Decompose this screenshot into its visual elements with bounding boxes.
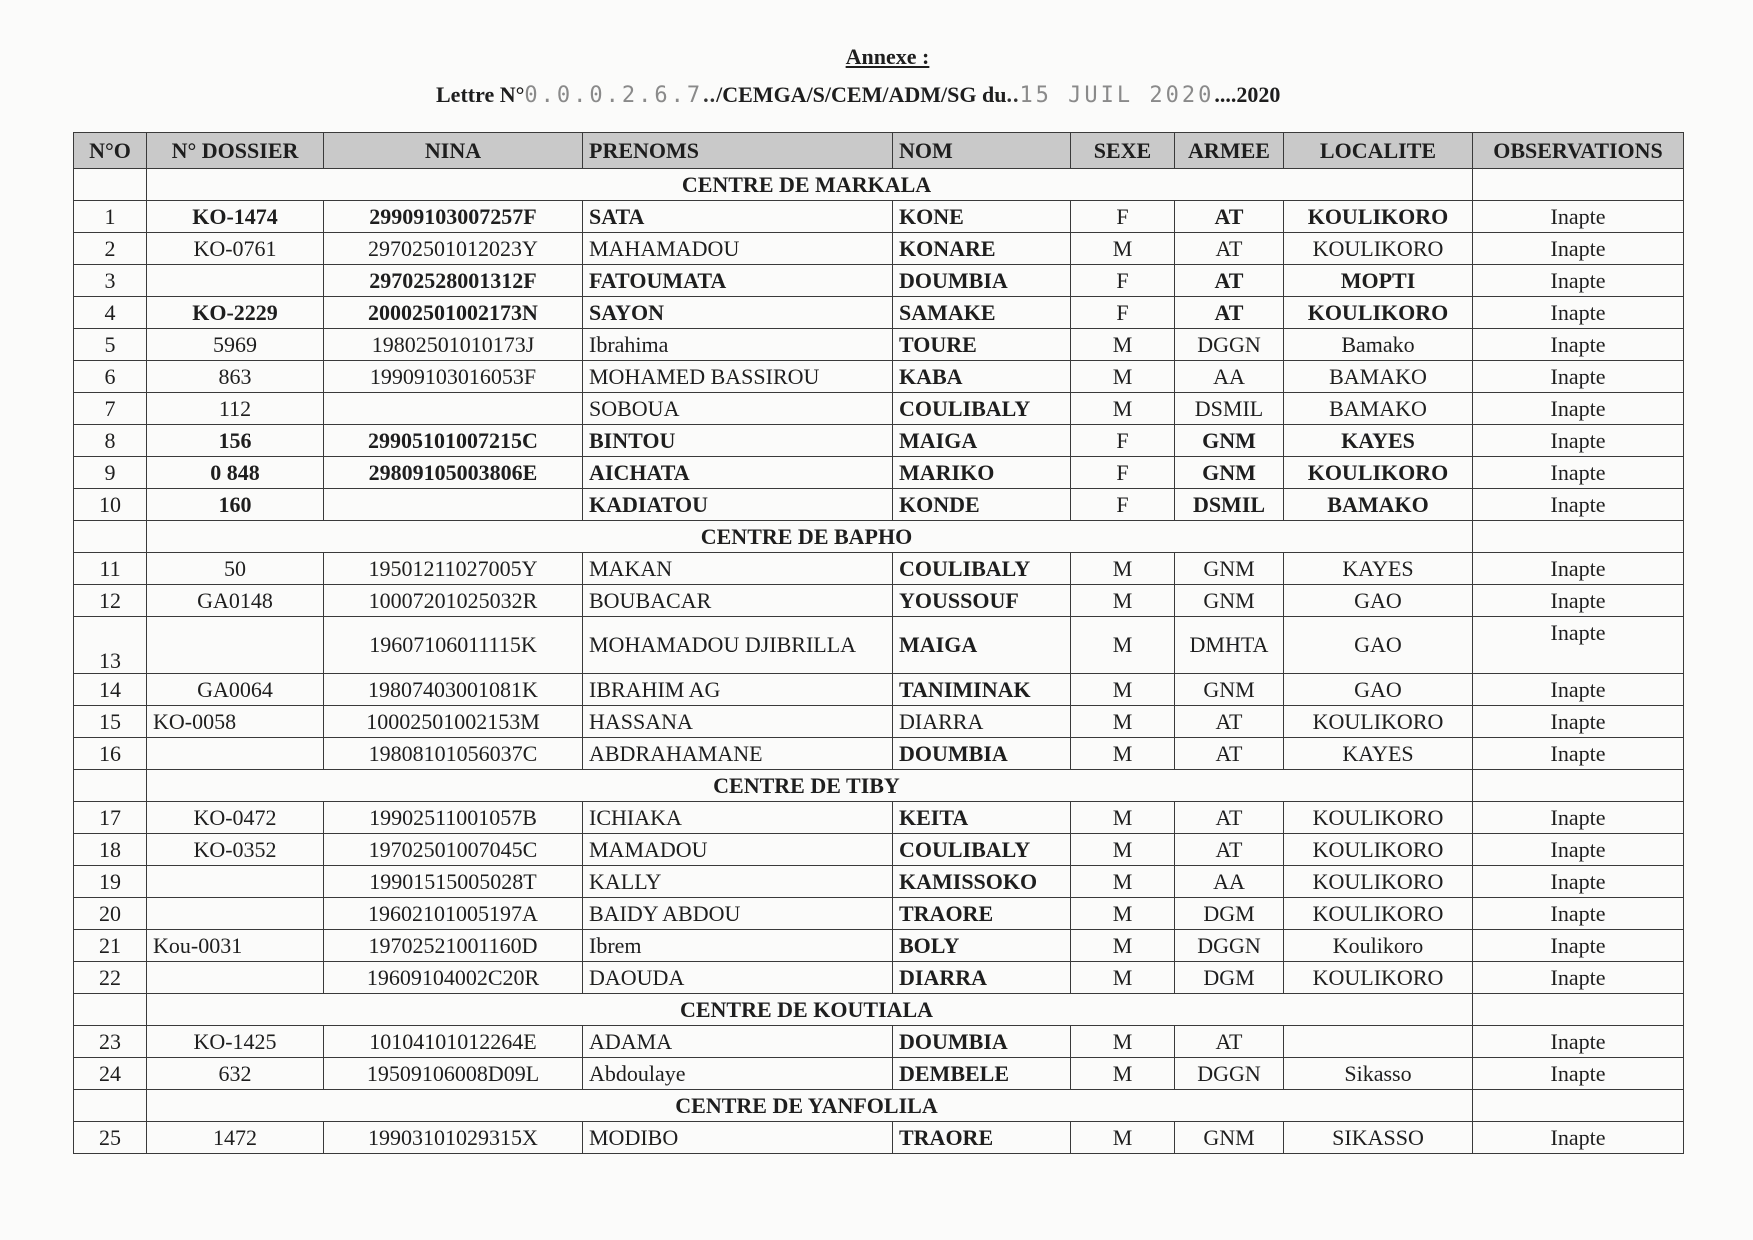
cell-observations: Inapte xyxy=(1473,457,1684,489)
section-num-cell xyxy=(74,169,147,201)
cell-nom: MARIKO xyxy=(893,457,1071,489)
cell-dossier xyxy=(147,898,324,930)
section-obs-cell xyxy=(1473,770,1684,802)
cell-localite: MOPTI xyxy=(1284,265,1473,297)
table-row xyxy=(74,1058,1684,1090)
cell-dossier: KO-0761 xyxy=(147,233,324,265)
cell-num: 16 xyxy=(74,738,147,770)
cell-localite: BAMAKO xyxy=(1284,361,1473,393)
cell-observations: Inapte xyxy=(1473,898,1684,930)
table-row xyxy=(74,233,1684,265)
cell-armee: AA xyxy=(1175,361,1284,393)
table-row xyxy=(74,1026,1684,1058)
cell-observations: Inapte xyxy=(1473,553,1684,585)
section-obs-cell xyxy=(1473,169,1684,201)
cell-dossier xyxy=(147,738,324,770)
table-row xyxy=(74,425,1684,457)
cell-nina: 19807403001081K xyxy=(324,674,583,706)
cell-observations: Inapte xyxy=(1473,425,1684,457)
cell-sexe: F xyxy=(1071,489,1175,521)
cell-nom: KONDE xyxy=(893,489,1071,521)
cell-num: 5 xyxy=(74,329,147,361)
cell-dossier: 50 xyxy=(147,553,324,585)
cell-prenoms: BINTOU xyxy=(583,425,893,457)
table-row xyxy=(74,802,1684,834)
cell-prenoms: HASSANA xyxy=(583,706,893,738)
cell-num: 20 xyxy=(74,898,147,930)
cell-nina: 19903101029315X xyxy=(324,1122,583,1154)
cell-armee: AT xyxy=(1175,233,1284,265)
cell-prenoms: BAIDY ABDOU xyxy=(583,898,893,930)
cell-localite: KAYES xyxy=(1284,553,1473,585)
col-header-observations: OBSERVATIONS xyxy=(1473,133,1684,169)
cell-nina: 10002501002153M xyxy=(324,706,583,738)
letter-dots: .. xyxy=(703,82,717,107)
cell-num: 19 xyxy=(74,866,147,898)
cell-dossier: KO-2229 xyxy=(147,297,324,329)
cell-armee: DGGN xyxy=(1175,329,1284,361)
letter-year: ....2020 xyxy=(1214,82,1281,107)
cell-nina: 10007201025032R xyxy=(324,585,583,617)
cell-observations: Inapte xyxy=(1473,674,1684,706)
cell-localite: BAMAKO xyxy=(1284,393,1473,425)
cell-num: 23 xyxy=(74,1026,147,1058)
section-row xyxy=(74,1090,1684,1122)
cell-nom: COULIBALY xyxy=(893,834,1071,866)
cell-sexe: F xyxy=(1071,457,1175,489)
cell-nina: 19602101005197A xyxy=(324,898,583,930)
cell-localite: KOULIKORO xyxy=(1284,802,1473,834)
cell-nom: MAIGA xyxy=(893,617,1071,674)
cell-prenoms: MOHAMED BASSIROU xyxy=(583,361,893,393)
col-header-armee: ARMEE xyxy=(1175,133,1284,169)
cell-nina: 19501211027005Y xyxy=(324,553,583,585)
cell-num: 24 xyxy=(74,1058,147,1090)
cell-localite: KAYES xyxy=(1284,738,1473,770)
cell-localite: GAO xyxy=(1284,674,1473,706)
cell-localite: KOULIKORO xyxy=(1284,297,1473,329)
cell-prenoms: MOHAMADOU DJIBRILLA xyxy=(583,617,893,674)
cell-observations: Inapte xyxy=(1473,617,1684,674)
section-row xyxy=(74,521,1684,553)
cell-prenoms: DAOUDA xyxy=(583,962,893,994)
cell-localite: KOULIKORO xyxy=(1284,834,1473,866)
cell-prenoms: Ibrahima xyxy=(583,329,893,361)
cell-dossier: 1472 xyxy=(147,1122,324,1154)
section-title: CENTRE DE KOUTIALA xyxy=(147,994,1473,1026)
cell-num: 13 xyxy=(74,617,147,674)
cell-prenoms: MAMADOU xyxy=(583,834,893,866)
cell-dossier: KO-0352 xyxy=(147,834,324,866)
cell-dossier: GA0148 xyxy=(147,585,324,617)
cell-nina: 29809105003806E xyxy=(324,457,583,489)
cell-nom: TRAORE xyxy=(893,1122,1071,1154)
table-row xyxy=(74,297,1684,329)
cell-localite: GAO xyxy=(1284,617,1473,674)
col-header-num: N°O xyxy=(74,133,147,169)
table-row xyxy=(74,361,1684,393)
cell-num: 22 xyxy=(74,962,147,994)
cell-prenoms: MODIBO xyxy=(583,1122,893,1154)
cell-prenoms: SATA xyxy=(583,201,893,233)
cell-observations: Inapte xyxy=(1473,1058,1684,1090)
table-row xyxy=(74,866,1684,898)
cell-observations: Inapte xyxy=(1473,265,1684,297)
cell-sexe: M xyxy=(1071,834,1175,866)
cell-nom: SAMAKE xyxy=(893,297,1071,329)
cell-nina: 19509106008D09L xyxy=(324,1058,583,1090)
table-row xyxy=(74,393,1684,425)
table-row xyxy=(74,834,1684,866)
cell-localite: Koulikoro xyxy=(1284,930,1473,962)
cell-nina: 10104101012264E xyxy=(324,1026,583,1058)
cell-observations: Inapte xyxy=(1473,585,1684,617)
cell-prenoms: MAHAMADOU xyxy=(583,233,893,265)
cell-num: 14 xyxy=(74,674,147,706)
cell-sexe: M xyxy=(1071,738,1175,770)
cell-nina xyxy=(324,489,583,521)
cell-nina: 19901515005028T xyxy=(324,866,583,898)
cell-num: 2 xyxy=(74,233,147,265)
cell-nom: DIARRA xyxy=(893,706,1071,738)
section-num-cell xyxy=(74,994,147,1026)
cell-sexe: M xyxy=(1071,1122,1175,1154)
cell-num: 4 xyxy=(74,297,147,329)
cell-nom: KABA xyxy=(893,361,1071,393)
cell-nom: DOUMBIA xyxy=(893,265,1071,297)
section-num-cell xyxy=(74,770,147,802)
cell-armee: AT xyxy=(1175,834,1284,866)
cell-dossier: 632 xyxy=(147,1058,324,1090)
cell-localite: GAO xyxy=(1284,585,1473,617)
cell-prenoms: AICHATA xyxy=(583,457,893,489)
cell-num: 9 xyxy=(74,457,147,489)
table-row xyxy=(74,674,1684,706)
cell-sexe: M xyxy=(1071,233,1175,265)
col-header-nom: NOM xyxy=(893,133,1071,169)
cell-armee: GNM xyxy=(1175,1122,1284,1154)
table-row xyxy=(74,706,1684,738)
cell-localite: KOULIKORO xyxy=(1284,233,1473,265)
cell-dossier xyxy=(147,866,324,898)
table-row xyxy=(74,489,1684,521)
cell-prenoms: ABDRAHAMANE xyxy=(583,738,893,770)
col-header-dossier: N° DOSSIER xyxy=(147,133,324,169)
cell-nina: 19607106011115K xyxy=(324,617,583,674)
cell-num: 10 xyxy=(74,489,147,521)
table-row xyxy=(74,738,1684,770)
cell-observations: Inapte xyxy=(1473,706,1684,738)
cell-sexe: F xyxy=(1071,425,1175,457)
section-row xyxy=(74,770,1684,802)
cell-armee: AT xyxy=(1175,297,1284,329)
cell-observations: Inapte xyxy=(1473,233,1684,265)
table-header-row xyxy=(74,133,1684,169)
cell-num: 15 xyxy=(74,706,147,738)
cell-sexe: M xyxy=(1071,802,1175,834)
cell-dossier: 156 xyxy=(147,425,324,457)
cell-num: 3 xyxy=(74,265,147,297)
table-row xyxy=(74,265,1684,297)
cell-localite: KOULIKORO xyxy=(1284,201,1473,233)
cell-dossier xyxy=(147,617,324,674)
cell-num: 17 xyxy=(74,802,147,834)
cell-sexe: F xyxy=(1071,201,1175,233)
table-row xyxy=(74,457,1684,489)
cell-dossier: KO-1425 xyxy=(147,1026,324,1058)
section-obs-cell xyxy=(1473,994,1684,1026)
cell-nom: KAMISSOKO xyxy=(893,866,1071,898)
cell-dossier: KO-0058 xyxy=(147,706,324,738)
table-row xyxy=(74,553,1684,585)
cell-observations: Inapte xyxy=(1473,738,1684,770)
cell-dossier xyxy=(147,265,324,297)
cell-sexe: F xyxy=(1071,265,1175,297)
cell-sexe: M xyxy=(1071,585,1175,617)
cell-nom: COULIBALY xyxy=(893,393,1071,425)
letter-prefix: Lettre N° xyxy=(436,82,525,107)
section-row xyxy=(74,169,1684,201)
cell-sexe: M xyxy=(1071,1026,1175,1058)
table-row xyxy=(74,201,1684,233)
letter-number-stamp: 0.0.0.2.6.7 xyxy=(524,83,704,108)
cell-prenoms: KADIATOU xyxy=(583,489,893,521)
cell-nom: TRAORE xyxy=(893,898,1071,930)
cell-dossier: 160 xyxy=(147,489,324,521)
cell-nom: YOUSSOUF xyxy=(893,585,1071,617)
cell-dossier xyxy=(147,962,324,994)
table-row xyxy=(74,930,1684,962)
cell-sexe: M xyxy=(1071,329,1175,361)
cell-nina: 19808101056037C xyxy=(324,738,583,770)
letter-date-stamp: 15 JUIL 2020 xyxy=(1019,83,1215,108)
cell-localite: KOULIKORO xyxy=(1284,962,1473,994)
cell-num: 25 xyxy=(74,1122,147,1154)
letter-reference: Lettre N°0.0.0.2.6.7../CEMGA/S/CEM/ADM/SG du..15 JUIL 2020....2020 xyxy=(436,82,1281,108)
cell-nina: 19702521001160D xyxy=(324,930,583,962)
cell-sexe: M xyxy=(1071,706,1175,738)
cell-sexe: M xyxy=(1071,898,1175,930)
section-num-cell xyxy=(74,1090,147,1122)
cell-nom: BOLY xyxy=(893,930,1071,962)
cell-nina: 19609104002C20R xyxy=(324,962,583,994)
cell-armee: AT xyxy=(1175,706,1284,738)
cell-nom: KEITA xyxy=(893,802,1071,834)
cell-armee: GNM xyxy=(1175,425,1284,457)
cell-armee: DGM xyxy=(1175,898,1284,930)
section-row xyxy=(74,994,1684,1026)
col-header-localite: LOCALITE xyxy=(1284,133,1473,169)
cell-armee: AT xyxy=(1175,201,1284,233)
cell-nina: 29909103007257F xyxy=(324,201,583,233)
cell-prenoms: Abdoulaye xyxy=(583,1058,893,1090)
table-row xyxy=(74,1122,1684,1154)
table-row xyxy=(74,585,1684,617)
cell-prenoms: KALLY xyxy=(583,866,893,898)
cell-observations: Inapte xyxy=(1473,930,1684,962)
cell-prenoms: ADAMA xyxy=(583,1026,893,1058)
cell-nom: TOURE xyxy=(893,329,1071,361)
cell-nina: 20002501002173N xyxy=(324,297,583,329)
cell-armee: GNM xyxy=(1175,553,1284,585)
cell-armee: GNM xyxy=(1175,585,1284,617)
cell-sexe: M xyxy=(1071,361,1175,393)
annexe-heading xyxy=(0,44,1753,70)
cell-localite: KOULIKORO xyxy=(1284,866,1473,898)
col-header-prenoms: PRENOMS xyxy=(583,133,893,169)
cell-armee: DMHTA xyxy=(1175,617,1284,674)
cell-dossier: 5969 xyxy=(147,329,324,361)
cell-localite: BAMAKO xyxy=(1284,489,1473,521)
cell-observations: Inapte xyxy=(1473,201,1684,233)
cell-localite: KOULIKORO xyxy=(1284,706,1473,738)
cell-dossier: 0 848 xyxy=(147,457,324,489)
cell-observations: Inapte xyxy=(1473,834,1684,866)
cell-localite: KOULIKORO xyxy=(1284,898,1473,930)
cell-sexe: M xyxy=(1071,674,1175,706)
table-row xyxy=(74,898,1684,930)
cell-observations: Inapte xyxy=(1473,1026,1684,1058)
cell-armee: DSMIL xyxy=(1175,489,1284,521)
cell-observations: Inapte xyxy=(1473,489,1684,521)
section-obs-cell xyxy=(1473,521,1684,553)
cell-num: 1 xyxy=(74,201,147,233)
section-obs-cell xyxy=(1473,1090,1684,1122)
cell-armee: DGM xyxy=(1175,962,1284,994)
cell-prenoms: MAKAN xyxy=(583,553,893,585)
table-row xyxy=(74,329,1684,361)
cell-nina: 29905101007215C xyxy=(324,425,583,457)
cell-dossier: 112 xyxy=(147,393,324,425)
section-num-cell xyxy=(74,521,147,553)
annexe-title: Annexe : xyxy=(845,44,930,69)
col-header-sexe: SEXE xyxy=(1071,133,1175,169)
cell-sexe: M xyxy=(1071,553,1175,585)
cell-observations: Inapte xyxy=(1473,1122,1684,1154)
cell-dossier: 863 xyxy=(147,361,324,393)
col-header-nina: NINA xyxy=(324,133,583,169)
cell-localite: Sikasso xyxy=(1284,1058,1473,1090)
cell-localite: KOULIKORO xyxy=(1284,457,1473,489)
cell-dossier: GA0064 xyxy=(147,674,324,706)
cell-observations: Inapte xyxy=(1473,361,1684,393)
cell-sexe: M xyxy=(1071,962,1175,994)
cell-nina: 19902511001057B xyxy=(324,802,583,834)
cell-nom: KONE xyxy=(893,201,1071,233)
cell-observations: Inapte xyxy=(1473,393,1684,425)
cell-localite: Bamako xyxy=(1284,329,1473,361)
cell-nom: TANIMINAK xyxy=(893,674,1071,706)
cell-sexe: M xyxy=(1071,930,1175,962)
cell-prenoms: Ibrem xyxy=(583,930,893,962)
cell-observations: Inapte xyxy=(1473,962,1684,994)
cell-armee: AT xyxy=(1175,265,1284,297)
cell-num: 6 xyxy=(74,361,147,393)
cell-nina xyxy=(324,393,583,425)
cell-armee: DSMIL xyxy=(1175,393,1284,425)
cell-dossier: KO-1474 xyxy=(147,201,324,233)
cell-nom: KONARE xyxy=(893,233,1071,265)
cell-nom: DEMBELE xyxy=(893,1058,1071,1090)
cell-nom: MAIGA xyxy=(893,425,1071,457)
cell-prenoms: SAYON xyxy=(583,297,893,329)
cell-nom: DOUMBIA xyxy=(893,1026,1071,1058)
cell-localite: SIKASSO xyxy=(1284,1122,1473,1154)
cell-prenoms: FATOUMATA xyxy=(583,265,893,297)
cell-num: 18 xyxy=(74,834,147,866)
cell-localite: KAYES xyxy=(1284,425,1473,457)
cell-armee: AA xyxy=(1175,866,1284,898)
cell-num: 8 xyxy=(74,425,147,457)
cell-sexe: M xyxy=(1071,1058,1175,1090)
cell-dossier: Kou-0031 xyxy=(147,930,324,962)
cell-nom: DIARRA xyxy=(893,962,1071,994)
personnel-table xyxy=(73,132,1684,1154)
cell-sexe: M xyxy=(1071,393,1175,425)
cell-observations: Inapte xyxy=(1473,866,1684,898)
cell-observations: Inapte xyxy=(1473,802,1684,834)
cell-prenoms: BOUBACAR xyxy=(583,585,893,617)
cell-prenoms: IBRAHIM AG xyxy=(583,674,893,706)
cell-num: 21 xyxy=(74,930,147,962)
cell-sexe: F xyxy=(1071,297,1175,329)
section-title: CENTRE DE YANFOLILA xyxy=(147,1090,1473,1122)
cell-nina: 29702501012023Y xyxy=(324,233,583,265)
cell-armee: AT xyxy=(1175,1026,1284,1058)
cell-nina: 19909103016053F xyxy=(324,361,583,393)
cell-nina: 29702528001312F xyxy=(324,265,583,297)
cell-dossier: KO-0472 xyxy=(147,802,324,834)
cell-nom: DOUMBIA xyxy=(893,738,1071,770)
cell-num: 12 xyxy=(74,585,147,617)
table-row xyxy=(74,617,1684,674)
cell-num: 7 xyxy=(74,393,147,425)
cell-armee: AT xyxy=(1175,738,1284,770)
cell-num: 11 xyxy=(74,553,147,585)
cell-armee: DGGN xyxy=(1175,930,1284,962)
cell-nina: 19702501007045C xyxy=(324,834,583,866)
cell-armee: GNM xyxy=(1175,674,1284,706)
cell-localite xyxy=(1284,1026,1473,1058)
cell-prenoms: ICHIAKA xyxy=(583,802,893,834)
cell-armee: AT xyxy=(1175,802,1284,834)
letter-ref: /CEMGA/S/CEM/ADM/SG du xyxy=(716,82,1007,107)
cell-observations: Inapte xyxy=(1473,329,1684,361)
cell-armee: DGGN xyxy=(1175,1058,1284,1090)
section-title: CENTRE DE MARKALA xyxy=(147,169,1473,201)
table-row xyxy=(74,962,1684,994)
section-title: CENTRE DE BAPHO xyxy=(147,521,1473,553)
cell-nina: 19802501010173J xyxy=(324,329,583,361)
cell-sexe: M xyxy=(1071,866,1175,898)
cell-observations: Inapte xyxy=(1473,297,1684,329)
cell-nom: COULIBALY xyxy=(893,553,1071,585)
cell-sexe: M xyxy=(1071,617,1175,674)
cell-armee: GNM xyxy=(1175,457,1284,489)
cell-prenoms: SOBOUA xyxy=(583,393,893,425)
section-title: CENTRE DE TIBY xyxy=(147,770,1473,802)
